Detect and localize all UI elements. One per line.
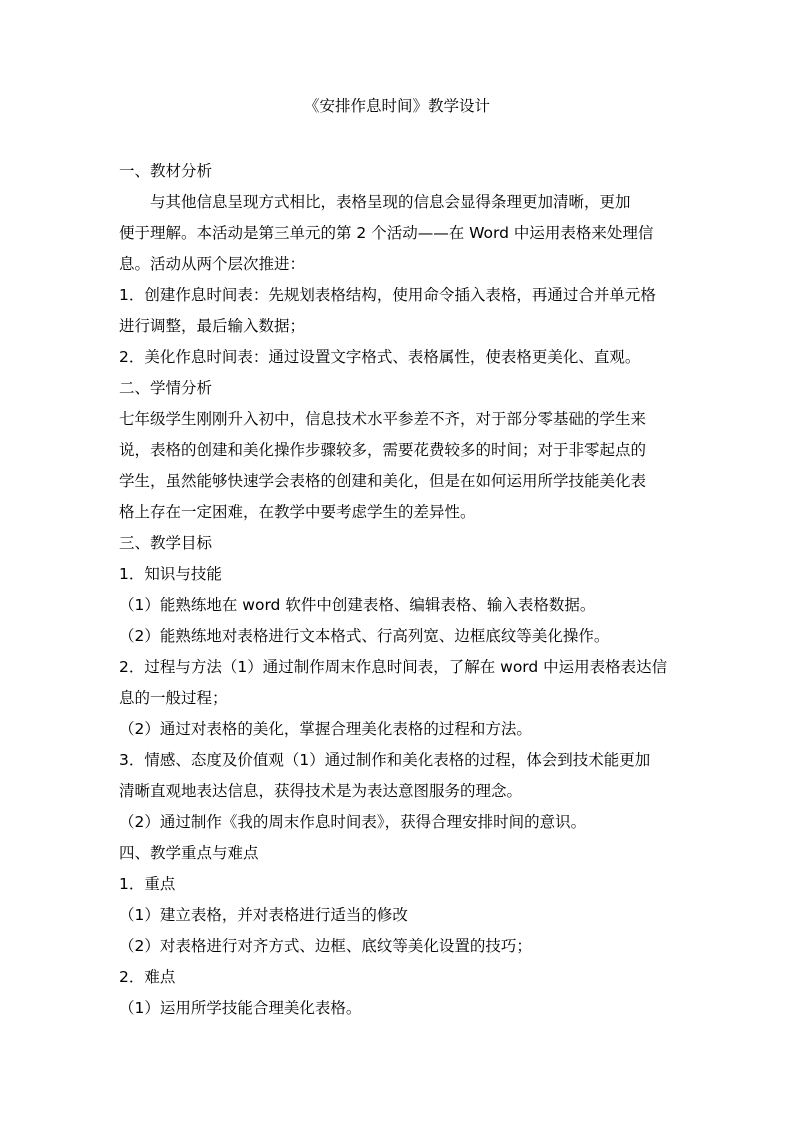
document-body [119, 156, 679, 1024]
paragraph-line: 学生，虽然能够快速学会表格的创建和美化，但是在如何运用所学技能美化表 [119, 472, 647, 490]
list-item-line: （2）能熟练地对表格进行文本格式、行高列宽、边框底纹等美化操作。 [119, 627, 610, 645]
list-item-line: 3．情感、态度及价值观（1）通过制作和美化表格的过程，体会到技术能更加 [119, 751, 651, 769]
list-item-line: （2）通过制作《我的周末作息时间表》，获得合理安排时间的意识。 [119, 813, 587, 831]
paragraph-line: 与其他信息呈现方式相比，表格呈现的信息会显得条理更加清晰，更加 [150, 193, 631, 211]
list-item-line: （1）建立表格，并对表格进行适当的修改 [119, 906, 408, 924]
section-heading-textbook-analysis: 一、教材分析 [119, 162, 213, 180]
list-item-line: 进行调整，最后输入数据； [119, 317, 306, 335]
list-item-line: 1．知识与技能 [119, 565, 222, 583]
paragraph-line: 七年级学生刚刚升入初中，信息技术水平参差不齐，对于部分零基础的学生来 [119, 410, 647, 428]
document-title: 《安排作息时间》教学设计 [303, 97, 490, 115]
list-item-line: （1）能熟练地在 word 软件中创建表格、编辑表格、输入表格数据。 [119, 596, 596, 614]
paragraph-line: 说，表格的创建和美化操作步骤较多，需要花费较多的时间；对于非零起点的 [119, 441, 647, 459]
list-item-line: （2）通过对表格的美化，掌握合理美化表格的过程和方法。 [119, 720, 532, 738]
list-item-line: 1．创建作息时间表：先规划表格结构，使用命令插入表格，再通过合并单元格 [119, 286, 656, 304]
list-item-line: （1）运用所学技能合理美化表格。 [119, 999, 362, 1017]
list-item-line: 2．美化作息时间表：通过设置文字格式、表格属性，使表格更美化、直观。 [119, 348, 641, 366]
list-item-line: 2．过程与方法（1）通过制作周末作息时间表，了解在 word 中运用表格表达信 [119, 658, 668, 676]
section-heading-teaching-goals: 三、教学目标 [119, 534, 213, 552]
section-heading-key-points: 四、教学重点与难点 [119, 844, 259, 862]
section-heading-student-analysis: 二、学情分析 [119, 379, 213, 397]
list-item-line: 2．难点 [119, 968, 176, 986]
paragraph-line: 格上存在一定困难，在教学中要考虑学生的差异性。 [119, 503, 476, 521]
list-item-line: 息的一般过程； [119, 689, 228, 707]
list-item-line: （2）对表格进行对齐方式、边框、底纹等美化设置的技巧； [119, 937, 532, 955]
paragraph-line: 便于理解。本活动是第三单元的第 2 个活动——在 Word 中运用表格来处理信 [119, 224, 654, 242]
list-item-line: 1．重点 [119, 875, 176, 893]
list-item-line: 清晰直观地表达信息，获得技术是为表达意图服务的理念。 [119, 782, 523, 800]
paragraph-line: 息。活动从两个层次推进： [119, 255, 306, 273]
